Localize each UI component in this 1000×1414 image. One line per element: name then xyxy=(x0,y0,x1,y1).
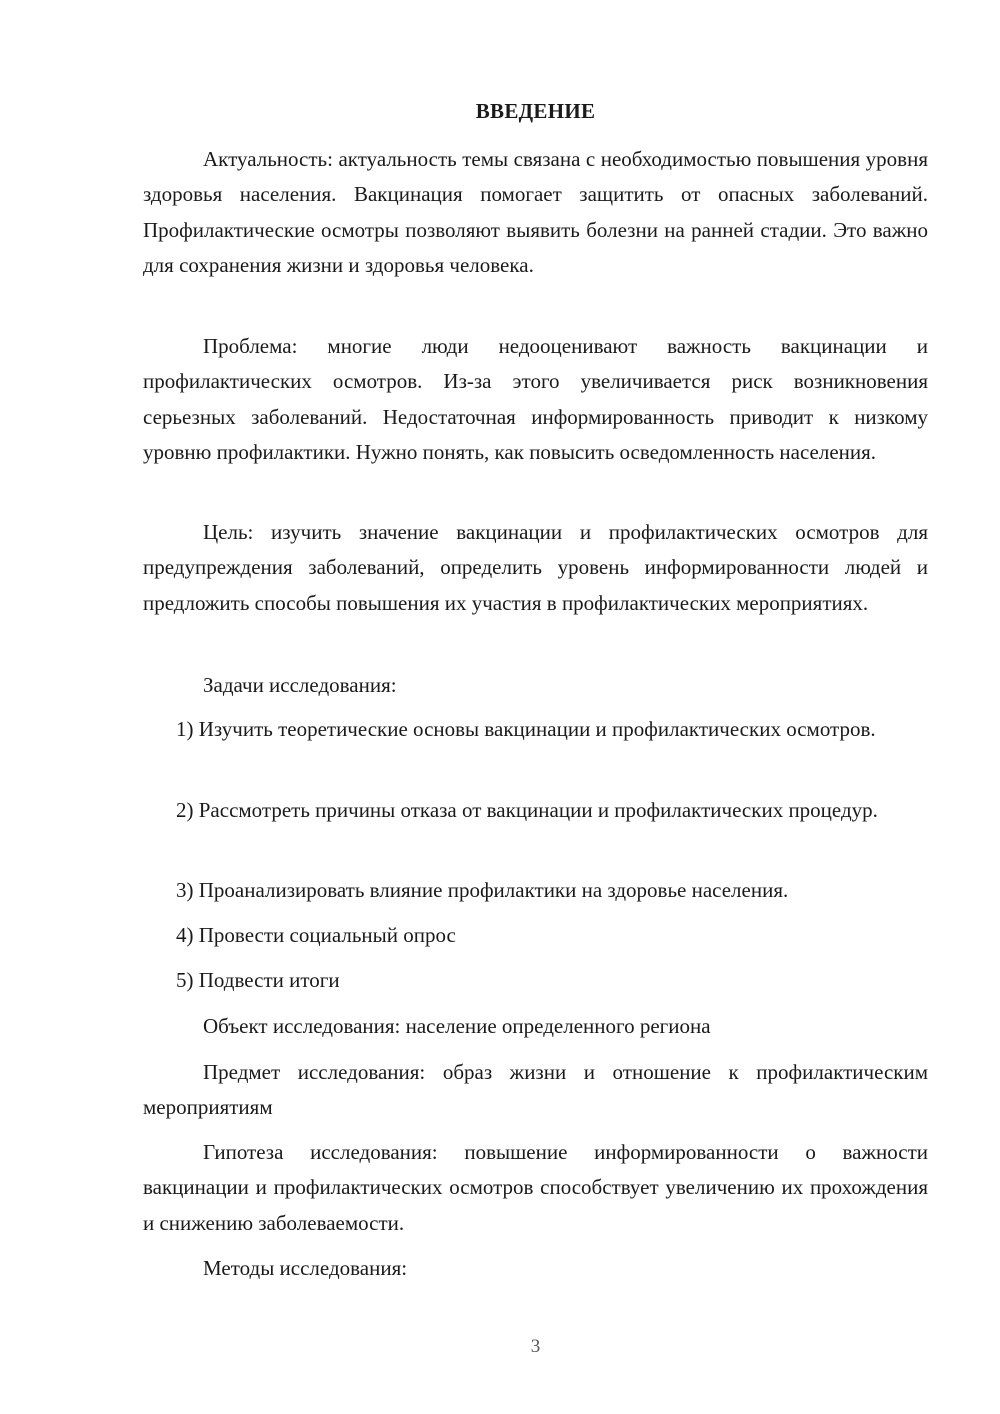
tasks-heading: Задачи исследования: xyxy=(203,673,397,697)
task-item-1: 1) Изучить теоретические основы вакцинации и профилактических осмотров. xyxy=(176,717,876,741)
document-page xyxy=(143,0,928,1414)
problem-paragraph: Проблема: многие люди недооценивают важность вакцинации и профилактических осмотров. Из-за этого увеличивается риск возникновения серьезных заболеваний. Недостаточная информированность приводит к низкому уровню профилактики. Нужно понять, как повысить осведомленность населения. xyxy=(143,334,928,464)
page-number: 3 xyxy=(530,1336,541,1357)
relevance-paragraph: Актуальность: актуальность темы связана с необходимостью повышения уровня здоровья населения. Вакцинация помогает защитить от опасных заболеваний. Профилактические осмотры позволяют выявить болезни на ранней стадии. Это важно для сохранения жизни и здоровья человека. xyxy=(143,147,928,277)
task-item-3: 3) Проанализировать влияние профилактики на здоровье населения. xyxy=(176,878,789,902)
hypothesis-paragraph: Гипотеза исследования: повышение информированности о важности вакцинации и профилактических осмотров способствует увеличению их прохождения и снижению заболеваемости. xyxy=(143,1140,928,1235)
methods-heading: Методы исследования: xyxy=(203,1256,408,1280)
task-item-2: 2) Рассмотреть причины отказа от вакцинации и профилактических процедур. xyxy=(176,798,878,822)
page-title: ВВЕДЕНИЕ xyxy=(475,99,596,123)
subject-paragraph: Предмет исследования: образ жизни и отношение к профилактическим мероприятиям xyxy=(143,1060,928,1120)
task-item-4: 4) Провести социальный опрос xyxy=(176,923,456,947)
task-item-5: 5) Подвести итоги xyxy=(176,968,340,992)
object-paragraph: Объект исследования: население определенного региона xyxy=(203,1014,711,1038)
goal-paragraph: Цель: изучить значение вакцинации и профилактических осмотров для предупреждения заболеваний, определить уровень информированности людей и предложить способы повышения их участия в профилактических мероприятиях. xyxy=(143,520,928,615)
